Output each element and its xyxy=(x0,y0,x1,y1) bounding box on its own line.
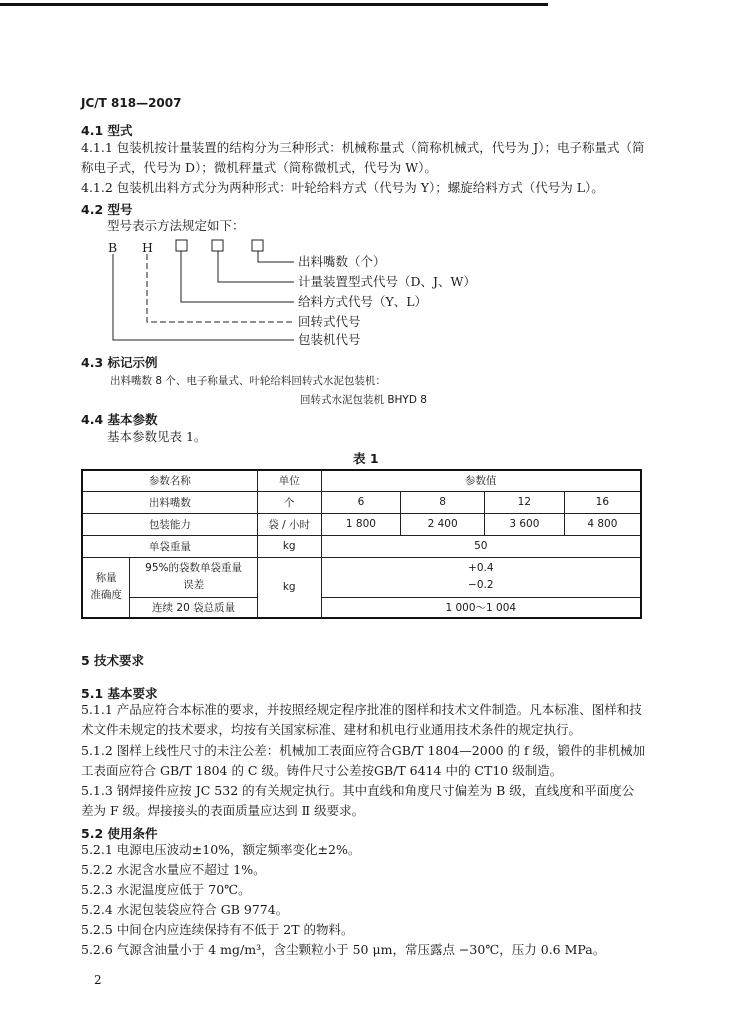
table-row xyxy=(82,513,641,535)
para-5-2-3: 5.2.3 水泥温度应低于 70℃。 xyxy=(81,882,251,897)
section-heading-4-2: 4.2 型号 xyxy=(81,202,133,217)
para-5-2-1: 5.2.1 电源电压波动±10%，额定频率变化±2%。 xyxy=(81,842,361,857)
section-heading-4-1: 4.1 型式 xyxy=(81,123,133,138)
table-cell: 1 800 xyxy=(321,513,401,535)
para-5-1-2-line2: 工表面应符合 GB/T 1804 的 C 级。铸件尺寸公差按GB/T 6414 中的 CT10 级制造。 xyxy=(81,763,563,778)
leader-line-1 xyxy=(258,251,294,262)
row-accuracy-unit: kg xyxy=(257,557,321,618)
table-row xyxy=(82,557,641,597)
accuracy-group-line1: 称量 xyxy=(95,572,117,585)
accuracy-group-line2: 准确度 xyxy=(90,589,122,602)
row-accuracy-group xyxy=(82,557,130,618)
code-box-1 xyxy=(176,240,187,251)
page-number: 2 xyxy=(94,973,102,987)
row-total-mass-name: 连续 20 袋总质量 xyxy=(130,597,258,618)
para-5-1-3-line2: 差为 F 级。焊接接头的表面质量应达到 Ⅱ 级要求。 xyxy=(81,803,365,818)
row-accuracy-value xyxy=(321,557,641,597)
para-5-2-6: 5.2.6 气源含油量小于 4 mg/m³，含尘颗粒小于 50 μm，常压露点 −30℃，压力 0.6 MPa。 xyxy=(81,942,606,957)
model-label-outlets: 出料嘴数（个） xyxy=(298,254,386,269)
example-mark: 回转式水泥包装机 BHYD 8 xyxy=(300,394,427,406)
basic-parameters-table xyxy=(81,469,642,619)
table-cell: 4 800 xyxy=(564,513,641,535)
para-5-1-1-line2: 术文件未规定的技术要求，均按有关国家标准、建材和机电行业通用技术条件的规定执行。 xyxy=(81,722,582,737)
table-cell: 12 xyxy=(485,491,565,513)
para-4-1-1-line2: 称电子式，代号为 D）；微机秤量式（简称微机式，代号为 W）。 xyxy=(81,160,437,175)
code-box-3 xyxy=(252,240,263,251)
table-title: 表 1 xyxy=(353,451,379,466)
para-5-2-5: 5.2.5 中间仓内应连续保持有不低于 2T 的物料。 xyxy=(81,922,354,937)
header-unit: 单位 xyxy=(257,470,321,491)
section-heading-5-2: 5.2 使用条件 xyxy=(81,826,158,841)
row-total-mass-value: 1 000～1 004 xyxy=(321,597,641,618)
leader-line-4 xyxy=(147,254,294,322)
row-capacity-unit: 袋 / 小时 xyxy=(257,513,321,535)
leader-line-3 xyxy=(181,251,294,302)
row-outlets-name: 出料嘴数 xyxy=(82,491,257,513)
accuracy-value-plus: +0.4 xyxy=(468,562,494,574)
leader-line-5 xyxy=(113,254,294,340)
accuracy-name-line1: 95%的袋数单袋重量 xyxy=(145,562,242,574)
para-5-1-3-line1: 5.1.3 钢焊接件应按 JC 532 的有关规定执行。其中直线和角度尺寸偏差为 B 级，直线度和平面度公 xyxy=(81,783,635,798)
para-5-1-1-line1: 5.1.1 产品应符合本标准的要求，并按照经规定程序批准的图样和技术文件制造。凡本标准、图样和技 xyxy=(81,702,642,717)
table-row xyxy=(82,597,641,618)
section-heading-4-3: 4.3 标记示例 xyxy=(81,355,158,370)
leader-line-2 xyxy=(218,251,294,282)
table-cell: 16 xyxy=(564,491,641,513)
para-5-2-4: 5.2.4 水泥包装袋应符合 GB 9774。 xyxy=(81,902,289,917)
table-cell: 2 400 xyxy=(401,513,485,535)
standard-code: JC/T 818—2007 xyxy=(81,96,182,110)
para-5-2-2: 5.2.2 水泥含水量应不超过 1%。 xyxy=(81,862,266,877)
code-letter-b: B xyxy=(108,240,118,255)
para-4-1-2: 4.1.2 包装机出料方式分为两种形式：叶轮给料方式（代号为 Y）；螺旋给料方式（代号为 L）。 xyxy=(81,180,604,195)
para-4-1-1-line1: 4.1.1 包装机按计量装置的结构分为三种形式：机械称量式（简称机械式，代号为 J）；电子称量式（简 xyxy=(81,140,645,155)
accuracy-name-line2: 误差 xyxy=(183,579,205,591)
row-bag-weight-unit: kg xyxy=(257,535,321,557)
model-label-metering: 计量装置型式代号（D、J、W） xyxy=(298,274,476,289)
table-header-row xyxy=(82,470,641,491)
accuracy-value-minus: −0.2 xyxy=(468,579,494,591)
row-outlets-unit: 个 xyxy=(257,491,321,513)
model-intro: 型号表示方法规定如下： xyxy=(107,218,245,233)
section-heading-4-4: 4.4 基本参数 xyxy=(81,412,158,427)
row-bag-weight-value: 50 xyxy=(321,535,641,557)
table-row xyxy=(82,491,641,513)
section-heading-5-1: 5.1 基本要求 xyxy=(81,686,158,701)
para-5-1-2-line1: 5.1.2 图样上线性尺寸的未注公差：机械加工表面应符合GB/T 1804—2000 的 f 级，锻件的非机械加 xyxy=(81,743,646,758)
row-capacity-name: 包装能力 xyxy=(82,513,257,535)
row-bag-weight-name: 单袋重量 xyxy=(82,535,257,557)
model-label-rotary: 回转式代号 xyxy=(298,314,361,329)
model-label-feeding: 给料方式代号（Y、L） xyxy=(298,294,428,309)
row-accuracy-name xyxy=(130,557,258,597)
header-param-value: 参数值 xyxy=(321,470,641,491)
section-heading-5: 5 技术要求 xyxy=(81,653,145,668)
table-row xyxy=(82,535,641,557)
example-line: 出料嘴数 8 个、电子称量式、叶轮给料回转式水泥包装机： xyxy=(110,375,386,387)
code-box-2 xyxy=(212,240,223,251)
table-cell: 6 xyxy=(321,491,401,513)
header-param-name: 参数名称 xyxy=(82,470,257,491)
table-cell: 8 xyxy=(401,491,485,513)
basic-params-intro: 基本参数见表 1。 xyxy=(107,429,207,444)
code-letter-h: H xyxy=(142,240,153,255)
table-cell: 3 600 xyxy=(485,513,565,535)
model-label-packer: 包装机代号 xyxy=(298,332,361,347)
